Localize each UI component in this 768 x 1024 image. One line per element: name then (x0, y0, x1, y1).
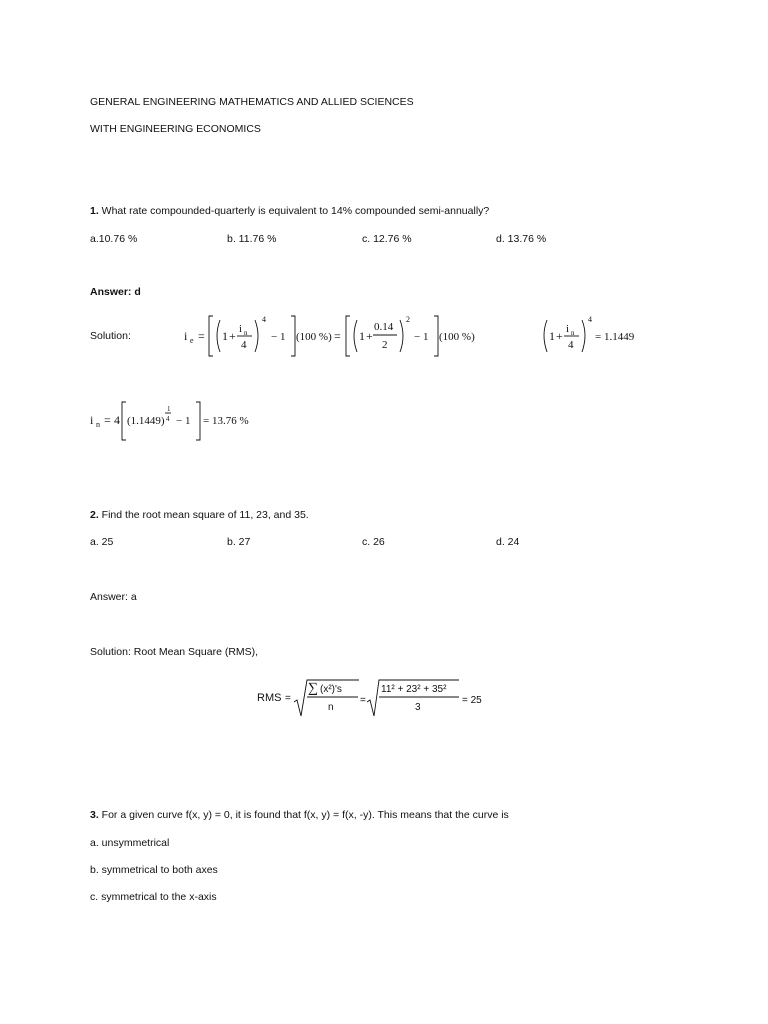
eq-sign-2: = (334, 329, 341, 343)
eq-lhs: i (90, 413, 94, 427)
question-number: 2. (90, 509, 99, 521)
eq-percent: (100 %) (296, 331, 332, 343)
eq-lhs-sub: n (96, 420, 100, 429)
frac-den: 4 (568, 339, 574, 351)
eq-lhs: i (184, 329, 188, 343)
eq-minus-one: − 1 (176, 415, 191, 427)
exponent-2: 2 (406, 315, 410, 324)
bracket-left (209, 316, 213, 356)
eq-plus: + (556, 329, 563, 343)
eq-result: = 13.76 % (203, 415, 249, 427)
eq-sign: = (104, 413, 111, 427)
paren-right-2 (400, 320, 403, 352)
choice-b: b. symmetrical to both axes (90, 864, 218, 876)
answer: Answer: d (90, 286, 141, 298)
frac-den: n (328, 702, 334, 713)
paren-right (582, 320, 585, 352)
frac-den: 4 (241, 339, 247, 351)
bracket-right-2 (434, 316, 438, 356)
frac2-den: 2 (382, 339, 388, 351)
question-number: 3. (90, 809, 99, 821)
answer: Answer: a (90, 591, 137, 603)
eq-minus-one: − 1 (271, 331, 286, 343)
frac2-den: 3 (415, 702, 421, 713)
equation-compounding-factor (540, 312, 650, 358)
bracket-left (122, 402, 126, 440)
question-3 (90, 810, 509, 821)
frac-num-sub: n (244, 329, 248, 337)
eq-lhs-sub: e (190, 336, 194, 345)
eq-sign-2: = (360, 695, 366, 706)
question-text: For a given curve f(x, y) = 0, it is found that f(x, y) = f(x, -y). This means that the curve is (98, 809, 509, 821)
paren-left (544, 320, 547, 352)
frac2-num: 0.14 (374, 321, 394, 333)
frac2-num: 11² + 23² + 35² (381, 684, 447, 695)
equation-rms (255, 676, 505, 720)
bracket-right (196, 402, 200, 440)
paren-left-2 (354, 320, 357, 352)
choice-a: a. unsymmetrical (90, 837, 170, 849)
eq-sign: = (285, 693, 291, 704)
choice-c: c. 12.76 % (362, 233, 412, 245)
choice-a: a. 25 (90, 536, 114, 548)
frac-num-sub: n (571, 329, 575, 337)
eq-minus-one-2: − 1 (414, 331, 429, 343)
eq-plus-2: + (366, 329, 373, 343)
eq-lhs: RMS (257, 692, 282, 704)
question-text: What rate compounded-quarterly is equivalent to 14% compounded semi-annually? (98, 205, 490, 217)
eq-base: (1.1449) (127, 415, 165, 427)
choice-b: b. 11.76 % (227, 233, 277, 245)
bracket-left-2 (346, 316, 350, 356)
eq-plus: + (229, 329, 236, 343)
solution-text: Solution: Root Mean Square (RMS), (90, 646, 259, 658)
exponent: 4 (262, 315, 266, 324)
choice-c: c. symmetrical to the x-axis (90, 891, 217, 903)
eq-coef: 4 (114, 413, 120, 427)
paren-right (255, 320, 258, 352)
exponent: 4 (588, 315, 592, 324)
exp-num: 1 (167, 405, 171, 413)
choice-d: d. 13.76 % (496, 233, 547, 245)
eq-one-2: 1 (359, 329, 365, 343)
paren-left (217, 320, 220, 352)
eq-percent-2: (100 %) (439, 331, 475, 343)
choice-c: c. 26 (362, 536, 385, 548)
sum-symbol: ∑ (308, 681, 318, 696)
frac-num: i (566, 323, 570, 335)
solution-label: Solution: (90, 330, 131, 342)
bracket-right (291, 316, 295, 356)
question-1 (90, 206, 489, 217)
choice-d: d. 24 (496, 536, 520, 548)
question-text: Find the root mean square of 11, 23, and 35. (98, 509, 309, 521)
exp-den: 4 (166, 415, 170, 423)
eq-one: 1 (222, 329, 228, 343)
question-number: 1. (90, 205, 99, 217)
question-2 (90, 510, 309, 521)
choice-a: a.10.76 % (90, 233, 138, 245)
equation-nominal-rate (86, 398, 276, 444)
frac-num: (x²)'s (320, 684, 342, 695)
eq-result: = 25 (462, 695, 482, 706)
eq-one: 1 (549, 329, 555, 343)
equation-effective-rate (180, 310, 475, 360)
eq-result: = 1.1449 (595, 331, 635, 343)
document-subtitle: WITH ENGINEERING ECONOMICS (90, 123, 261, 135)
choice-b: b. 27 (227, 536, 251, 548)
eq-sign: = (198, 329, 205, 343)
frac-num: i (239, 323, 243, 335)
document-title: GENERAL ENGINEERING MATHEMATICS AND ALLIED SCIENCES (90, 96, 414, 108)
